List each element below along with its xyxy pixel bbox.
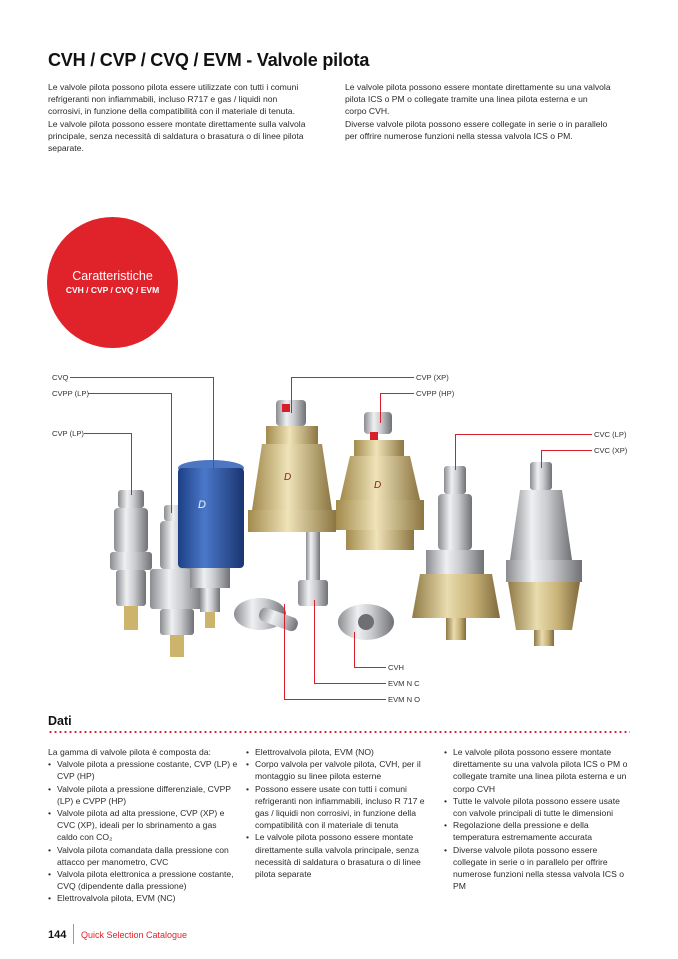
evm-nc: [298, 520, 328, 606]
list-item: • Le valvole pilota possono essere montate direttamente sulla valvola principale, senza necessità di saldatura o brasatura o di linee pilota separate: [246, 831, 434, 880]
features-badge-subtitle: CVH / CVP / CVQ / EVM: [65, 285, 160, 295]
list-item: • Corpo valvola per valvole pilota, CVH, per il montaggio su linee pilota esterne: [246, 758, 434, 782]
svg-text:D: D: [284, 472, 292, 483]
intro-right-line: corpo CVH.: [345, 106, 390, 117]
callout-line-cvpp-lp: [88, 393, 171, 394]
label-evm-nc: EVM N C: [388, 679, 420, 688]
callout-line-cvc-lp: [455, 434, 456, 470]
callout-line-cvq: [213, 377, 214, 469]
callout-line-cvpp-hp: [380, 393, 381, 423]
label-cvpp-hp: CVPP (HP): [416, 389, 455, 398]
list-item: • Diverse valvole pilota possono essere collegate in serie o in parallelo per offrire numerose funzioni nella stessa valvola ICS o PM: [444, 844, 634, 893]
dati-title: Dati: [48, 714, 72, 728]
intro-left-line: Le valvole pilota possono essere montate direttamente sulla valvola: [48, 118, 306, 129]
list-item: • Valvola pilota elettronica a pressione costante, CVQ (dipendente dalla pressione): [48, 868, 238, 892]
callout-line-evm-nc: [314, 600, 315, 683]
page-number: 144: [48, 929, 67, 941]
callout-line-cvq: [70, 377, 214, 378]
list-item: • Tutte le valvole pilota possono essere usate con valvole principali di tutte le dimensioni: [444, 795, 634, 819]
label-cvc-xp: CVC (XP): [594, 446, 628, 455]
list-item: • Le valvole pilota possono essere montate direttamente su una valvola pilota ICS o PM o collegate tramite una linea pilota esterna e un corpo CVH: [444, 746, 634, 795]
intro-left-line: refrigeranti non infiammabili, incluso R717 e gas / liquidi non: [48, 94, 278, 105]
cvh-body: [234, 598, 300, 633]
dati-column-2: [246, 746, 434, 880]
list-item: • Valvole pilota a pressione differenziale, CVPP (LP) e CVPP (HP): [48, 783, 238, 807]
dati-column-3: [444, 746, 634, 892]
callout-line-cvh: [354, 667, 386, 668]
evm-no: [338, 604, 394, 640]
cvc-lp-valve: [412, 466, 500, 640]
label-cvc-lp: CVC (LP): [594, 430, 627, 439]
list-item: • Regolazione della pressione e della temperatura estremamente accurata: [444, 819, 634, 843]
callout-line-cvh: [354, 632, 355, 667]
intro-right-line: pilota ICS o PM o collegate tramite una linea pilota esterna e un: [345, 94, 588, 105]
callout-line-cvp-xp: [291, 377, 414, 378]
label-cvh: CVH: [388, 663, 405, 672]
label-cvp-lp: CVP (LP): [52, 429, 84, 438]
cvc-xp-valve: [506, 462, 582, 646]
callout-line-cvp-lp: [131, 433, 132, 495]
intro-left-line: corrosivi, in funzione della compatibilità con il materiale di tenuta.: [48, 106, 295, 117]
dotted-divider: [48, 731, 630, 733]
catalogue-name: Quick Selection Catalogue: [81, 930, 188, 940]
cvp-lp-valve: [110, 490, 152, 630]
list-item: • Possono essere usate con tutti i comuni refrigeranti non infiammabili, incluso R 717 e gas / liquidi non corrosivi, in funzione della compatibilità con il materiale di tenuta: [246, 783, 434, 832]
list-item: • Valvola pilota comandata dalla pressione con attacco per manometro, CVC: [48, 844, 238, 868]
list-item: • Valvole pilota ad alta pressione, CVP (XP) e CVC (XP), ideali per lo sbrinamento a gas caldo con CO₂: [48, 807, 238, 844]
label-cvq: CVQ: [52, 373, 69, 382]
label-evm-no: EVM N O: [388, 695, 421, 704]
label-cvpp-lp: CVPP (LP): [52, 389, 89, 398]
list-item: • Elettrovalvola pilota, EVM (NC): [48, 892, 238, 904]
svg-text:D: D: [198, 499, 206, 511]
callout-line-cvp-lp: [84, 433, 132, 434]
footer-divider: [73, 924, 74, 944]
list-item: • Valvole pilota a pressione costante, CVP (LP) e CVP (HP): [48, 758, 238, 782]
label-cvp-xp: CVP (XP): [416, 373, 449, 382]
dati-intro: La gamma di valvole pilota è composta da:: [48, 747, 211, 757]
callout-line-cvc-xp: [541, 450, 542, 468]
callout-line-cvpp-hp: [380, 393, 414, 394]
intro-left-line: principale, senza necessità di saldatura o brasatura o di linee pilota: [48, 130, 304, 141]
intro-left-line: separate.: [48, 143, 84, 154]
list-item: • Elettrovalvola pilota, EVM (NO): [246, 746, 434, 758]
callout-line-cvc-lp: [455, 434, 592, 435]
callout-line-evm-nc: [314, 683, 386, 684]
intro-left-line: Le valvole pilota possono pilota essere utilizzate con tutti i comuni: [48, 82, 299, 92]
callout-line-evm-no: [284, 604, 285, 699]
intro-right-line: Le valvole pilota possono essere montate direttamente su una valvola: [345, 82, 611, 92]
cvp-xp-valve: [248, 400, 336, 532]
cvpp-hp-valve: [336, 412, 424, 550]
intro-right-line: per offrire numerose funzioni nella stessa valvola ICS o PM.: [345, 130, 573, 141]
callout-line-evm-no: [284, 699, 386, 700]
features-badge-title: Caratteristiche: [72, 269, 153, 283]
callout-line-cvp-xp: [291, 377, 292, 413]
dati-column-1: [48, 746, 238, 905]
svg-text:D: D: [374, 480, 382, 491]
intro-right-line: Diverse valvole pilota possono essere collegate in serie o in parallelo: [345, 118, 608, 129]
page-title: CVH / CVP / CVQ / EVM - Valvole pilota: [48, 50, 370, 70]
callout-line-cvpp-lp: [171, 393, 172, 513]
callout-line-cvc-xp: [541, 450, 592, 451]
